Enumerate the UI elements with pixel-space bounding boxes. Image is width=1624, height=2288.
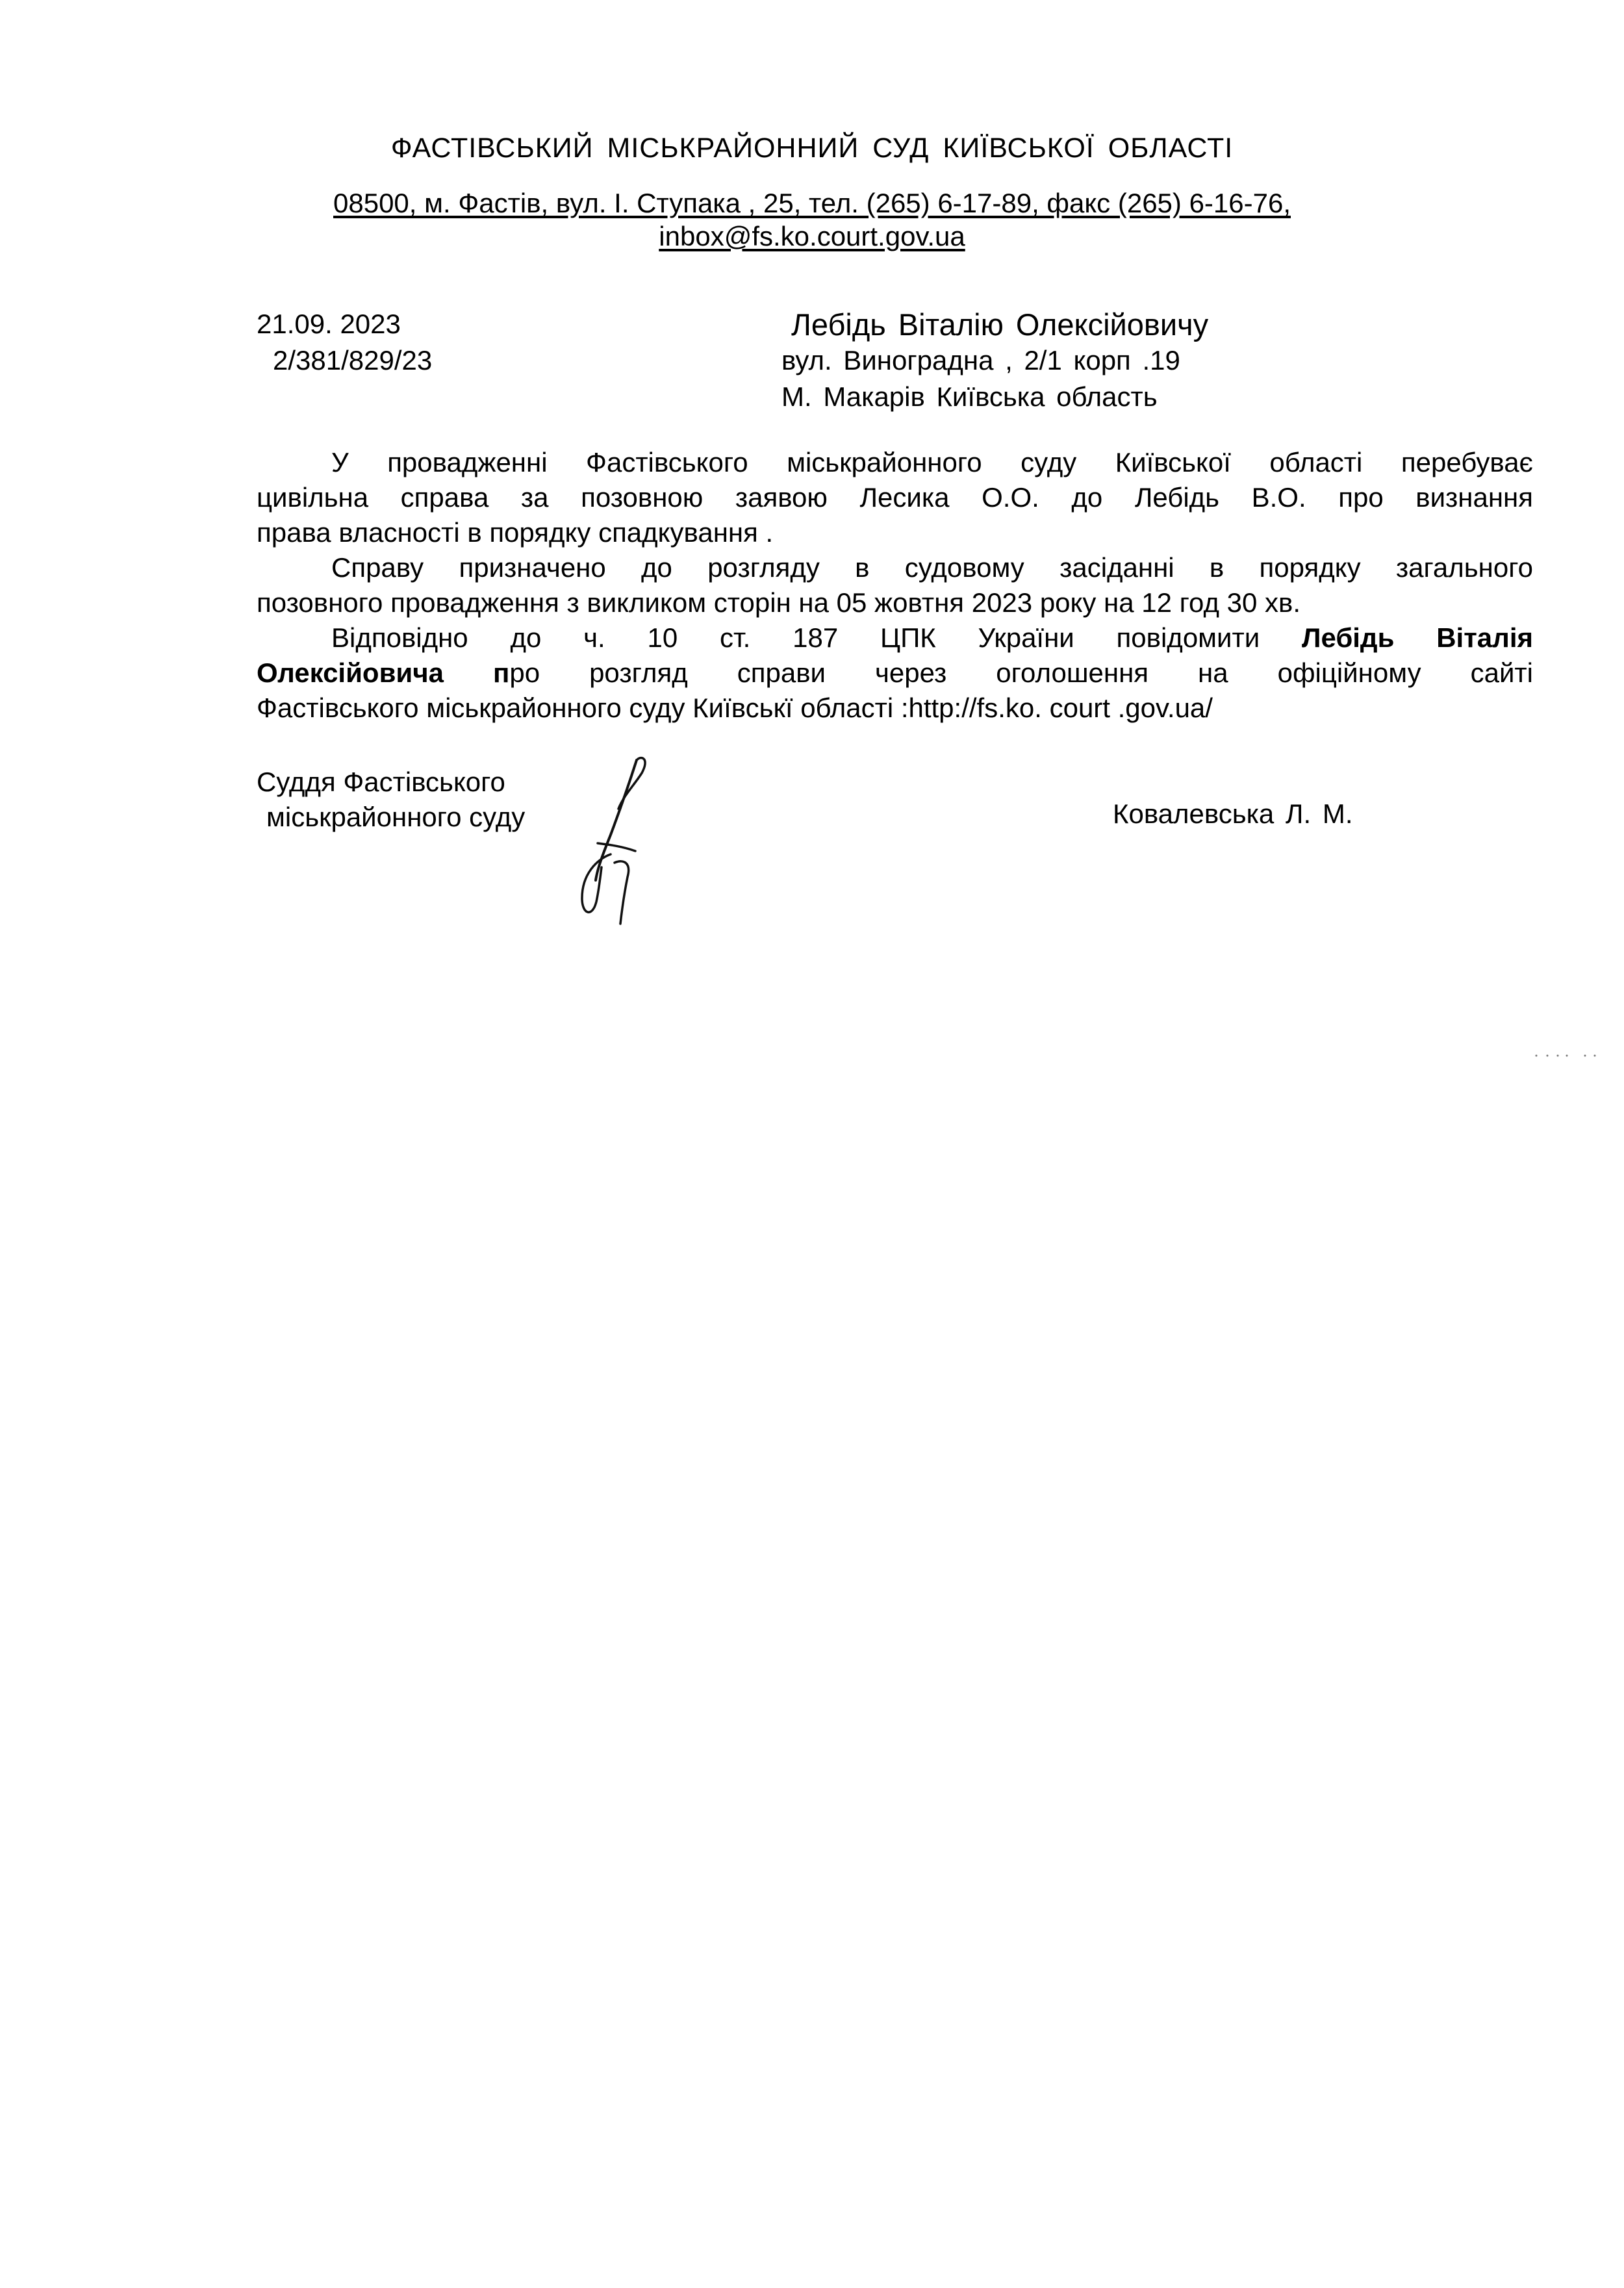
addressee-patronymic-bold: Олексійовича п [257,657,510,688]
body-line: У провадженні Фастівського міськрайонного суду Київської області перебуває [331,447,1533,477]
body-line: позовного провадження з викликом сторін на 05 жовтня 2023 року на 12 год 30 хв. [257,587,1301,618]
notice-text: Відповідно до ч. 10 ст. 187 ЦПК України повідомити [331,622,1260,653]
body-line: цивільна справа за позовною заявою Лесика О.О. до Лебідь В.О. про визнання [257,482,1533,513]
judge-name: Ковалевська Л. М. [1113,798,1353,829]
judge-title-line: Суддя Фастівського [257,767,505,797]
judge-title-line: міськрайонного суду [266,802,526,832]
body-line [257,620,1533,655]
case-reference-number: 2/381/829/23 [273,345,433,375]
court-email: inbox@fs.ko.court.gov.ua [659,221,965,251]
addressee-name-bold: Лебідь Віталія [1302,622,1534,653]
notice-text: ро розгляд справи через оголошення на офіційному сайті [509,657,1533,688]
recipient-street: вул. Виноградна , 2/1 корп .19 [781,345,1180,375]
body-line: права власності в порядку спадкування . [257,517,774,548]
letter-date: 21.09. 2023 [257,309,401,339]
body-line [257,655,1533,691]
body-paragraph-3 [257,620,1533,726]
body-line: Фастівського міськрайонного суду Київськї області :http://fs.ko. court .gov.ua/ [257,693,1213,723]
recipient-name: Лебідь Віталію Олексійовичу [791,307,1209,342]
body-paragraph-1 [257,445,1533,550]
recipient-city: М. Макарів Київська область [781,381,1158,412]
scan-specks [1533,1052,1598,1059]
court-address: 08500, м. Фастів, вул. І. Ступака , 25, тел. (265) 6-17-89, факс (265) 6-16-76, [333,188,1291,218]
judge-title [257,765,525,835]
body-line: Справу призначено до розгляду в судовому засіданні в порядку загального [331,552,1533,583]
body-paragraph-2 [257,550,1533,620]
handwritten-signature [559,747,689,929]
court-name-heading: ФАСТІВСЬКИЙ МІСЬКРАЙОННИЙ СУД КИЇВСЬКОЇ ОБЛАСТІ [390,133,1234,164]
